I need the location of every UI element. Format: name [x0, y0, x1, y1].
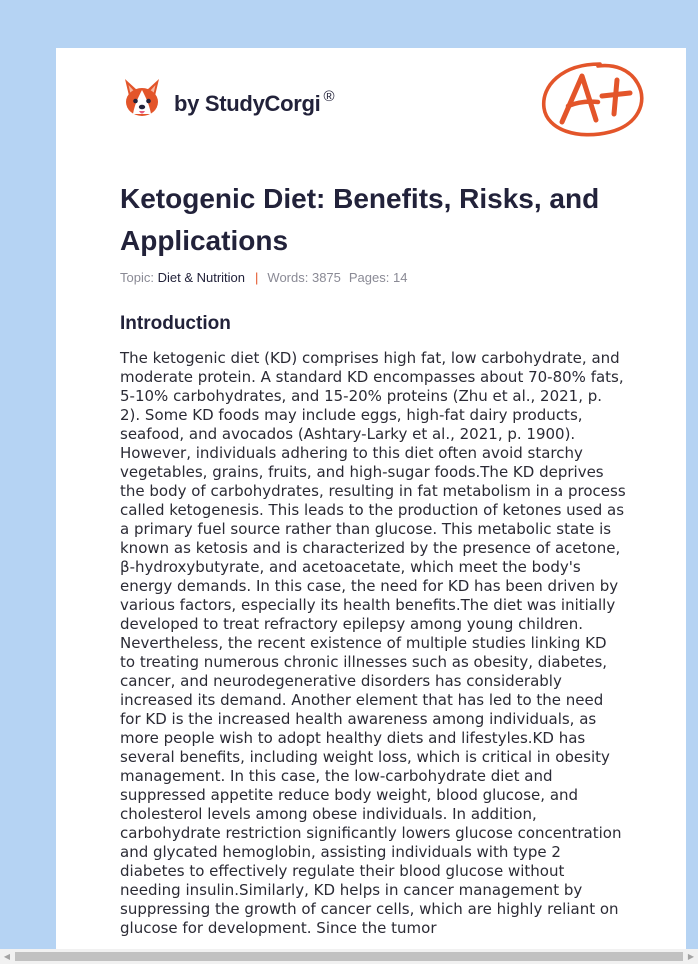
- meta-separator: |: [255, 270, 259, 285]
- scroll-left-icon[interactable]: ◀: [3, 952, 11, 961]
- topic-link[interactable]: Diet & Nutrition: [157, 270, 246, 285]
- grade-badge-icon: [538, 58, 648, 140]
- pages-label: Pages:: [348, 270, 390, 285]
- words-label: Words:: [267, 270, 309, 285]
- brand-name: by StudyCorgi ®: [174, 87, 335, 116]
- horizontal-scrollbar[interactable]: [0, 949, 698, 964]
- section-heading: Introduction: [120, 313, 231, 334]
- studycorgi-logo[interactable]: [122, 76, 334, 120]
- words-count: 3875: [311, 270, 341, 285]
- registered-mark: ®: [323, 87, 335, 105]
- scrollbar-thumb[interactable]: [15, 952, 683, 961]
- corgi-icon: [122, 76, 162, 120]
- essay-paragraph: The ketogenic diet (KD) comprises high fat, low carbohydrate, and moderate protein. A standard KD encompasses about 70-80% fats, 5-10% carbohydrates, and 15-20% proteins (Zhu et al., 2021, p. 2). Some KD foods may include eggs, high-fat dairy products, seafood, and avocados (Ashtary-Larky et al., 2021, p. 1900). However, individuals adhering to this diet often avoid starchy vegetables, grains, fruits, and high-sugar foods.The KD deprives the body of carbohydrates, resulting in fat metabolism in a process called ketogenesis. This leads to the production of ketones used as a primary fuel source rather than glucose. This metabolic state is known as ketosis and is characterized by the presence of acetone, β-hydroxybutyrate, and acetoacetate, which meet the body's energy demands. In this case, the need for KD has been driven by various factors, especially its health benefits.The diet was initially developed to treat refractory epilepsy among young children. Nevertheless, the recent existence of multiple studies linking KD to treating numerous chronic illnesses such as obesity, diabetes, cancer, and neurodegenerative disorders has considerably increased its demand. Another element that has led to the need for KD is the increased health awareness among individuals, as more people wish to adopt healthy diets and lifestyles.KD has several benefits, including weight loss, which is critical in obesity management. In this case, the low-carbohydrate diet and suppressed appetite reduce body weight, blood glucose, and cholesterol levels among obese individuals. In addition, carbohydrate restriction significantly lowers glucose concentration and glycated hemoglobin, assisting individuals with type 2 diabetes to effectively regulate their blood glucose without needing insulin.Similarly, KD helps in cancer management by suppressing the growth of cancer cells, which are highly reliant on glucose for development. Since the tumor: [120, 349, 626, 937]
- pages-count: 14: [393, 270, 408, 285]
- essay-meta: [120, 270, 407, 285]
- topic-label: Topic:: [120, 270, 154, 285]
- document-page: [56, 48, 686, 952]
- scroll-right-icon[interactable]: ▶: [687, 952, 695, 961]
- essay-title: Ketogenic Diet: Benefits, Risks, and Applications: [120, 183, 600, 256]
